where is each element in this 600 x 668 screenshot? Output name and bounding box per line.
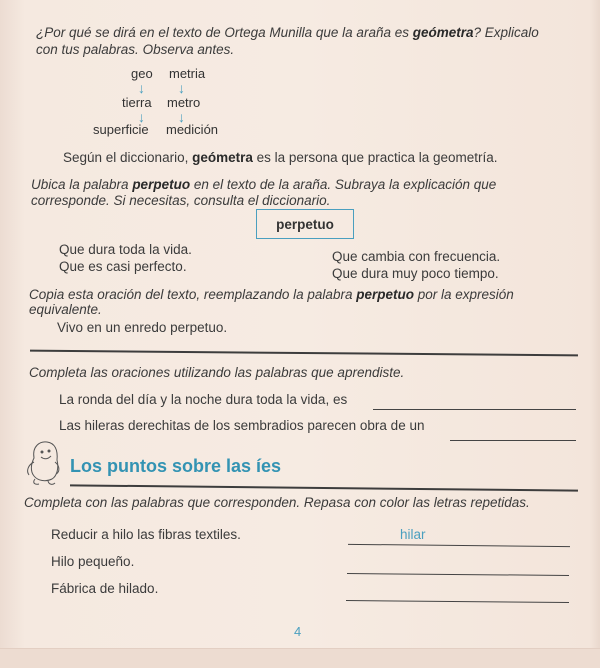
- definition-text: Según el diccionario,: [63, 150, 193, 165]
- clue-2: Hilo pequeño.: [51, 554, 135, 569]
- arrow-down-icon: ↓: [138, 109, 145, 125]
- instruction-complete: Completa las oraciones utilizando las palabras que aprendiste.: [29, 365, 405, 380]
- instruction-text: Ubica la palabra: [31, 177, 133, 192]
- option-left-2[interactable]: Que es casi perfecto.: [59, 259, 187, 274]
- keyword-geometra: geómetra: [412, 25, 474, 40]
- arrow-down-icon: ↓: [138, 80, 145, 96]
- sentence-1: La ronda del día y la noche dura toda la vida, es: [59, 392, 348, 407]
- answer-1[interactable]: hilar: [400, 527, 426, 542]
- section-instruction: Completa con las palabras que corresponden. Repasa con color las letras repetidas.: [24, 495, 530, 510]
- section-title-underline: [70, 484, 578, 491]
- diagram-geo: geo: [131, 66, 153, 81]
- instruction-copy: [29, 287, 514, 302]
- instruction-line2: equivalente.: [29, 302, 102, 317]
- definition-geometra: [63, 150, 498, 165]
- option-right-2[interactable]: Que dura muy poco tiempo.: [332, 266, 499, 281]
- page-number: 4: [294, 624, 302, 639]
- keyword-geometra: geómetra: [192, 150, 253, 165]
- question-geometra: [36, 25, 539, 40]
- keyword-perpetuo: perpetuo: [356, 287, 414, 302]
- section-title: Los puntos sobre las íes: [70, 456, 282, 476]
- mascot-icon: [22, 438, 66, 488]
- question-line2: con tus palabras. Observa antes.: [36, 42, 235, 57]
- answer-blank-1[interactable]: [373, 409, 576, 410]
- answer-line-2[interactable]: [347, 573, 569, 576]
- word-box-perpetuo: perpetuo: [256, 209, 354, 239]
- page-bottom-edge: [0, 648, 600, 668]
- diagram-tierra: tierra: [122, 95, 152, 110]
- option-left-1[interactable]: Que dura toda la vida.: [59, 242, 192, 257]
- sentence-2: Las hileras derechitas de los sembradios parecen obra de un: [59, 418, 425, 433]
- instruction-text-end: en el texto de la araña. Subraya la explicación que: [190, 177, 497, 192]
- keyword-perpetuo: perpetuo: [132, 177, 191, 192]
- answer-blank-2[interactable]: [450, 440, 576, 441]
- question-text-end: ? Explicalo: [473, 25, 539, 40]
- diagram-superficie: superficie: [93, 122, 149, 137]
- sentence-to-copy: Vivo en un enredo perpetuo.: [57, 320, 228, 335]
- diagram-metria: metria: [169, 66, 206, 81]
- diagram-medicion: medición: [166, 122, 219, 137]
- question-text: ¿Por qué se dirá en el texto de Ortega Munilla que la araña es: [36, 25, 413, 40]
- answer-line-3[interactable]: [346, 600, 569, 603]
- clue-3: Fábrica de hilado.: [51, 581, 159, 596]
- arrow-down-icon: ↓: [178, 80, 185, 96]
- instruction-perpetuo: [31, 177, 496, 192]
- option-right-1[interactable]: Que cambia con frecuencia.: [332, 249, 501, 264]
- instruction-text: Copia esta oración del texto, reemplazando la palabra: [29, 287, 357, 302]
- diagram-metro: metro: [167, 95, 201, 110]
- definition-text-end: es la persona que practica la geometría.: [252, 150, 498, 165]
- answer-line-copy[interactable]: [30, 350, 578, 356]
- instruction-line2: corresponde. Si necesitas, consulta el diccionario.: [31, 193, 331, 208]
- arrow-down-icon: ↓: [178, 109, 185, 125]
- instruction-text-end: por la expresión: [413, 287, 514, 302]
- clue-1: Reducir a hilo las fibras textiles.: [51, 527, 241, 542]
- answer-line-1[interactable]: [348, 544, 570, 547]
